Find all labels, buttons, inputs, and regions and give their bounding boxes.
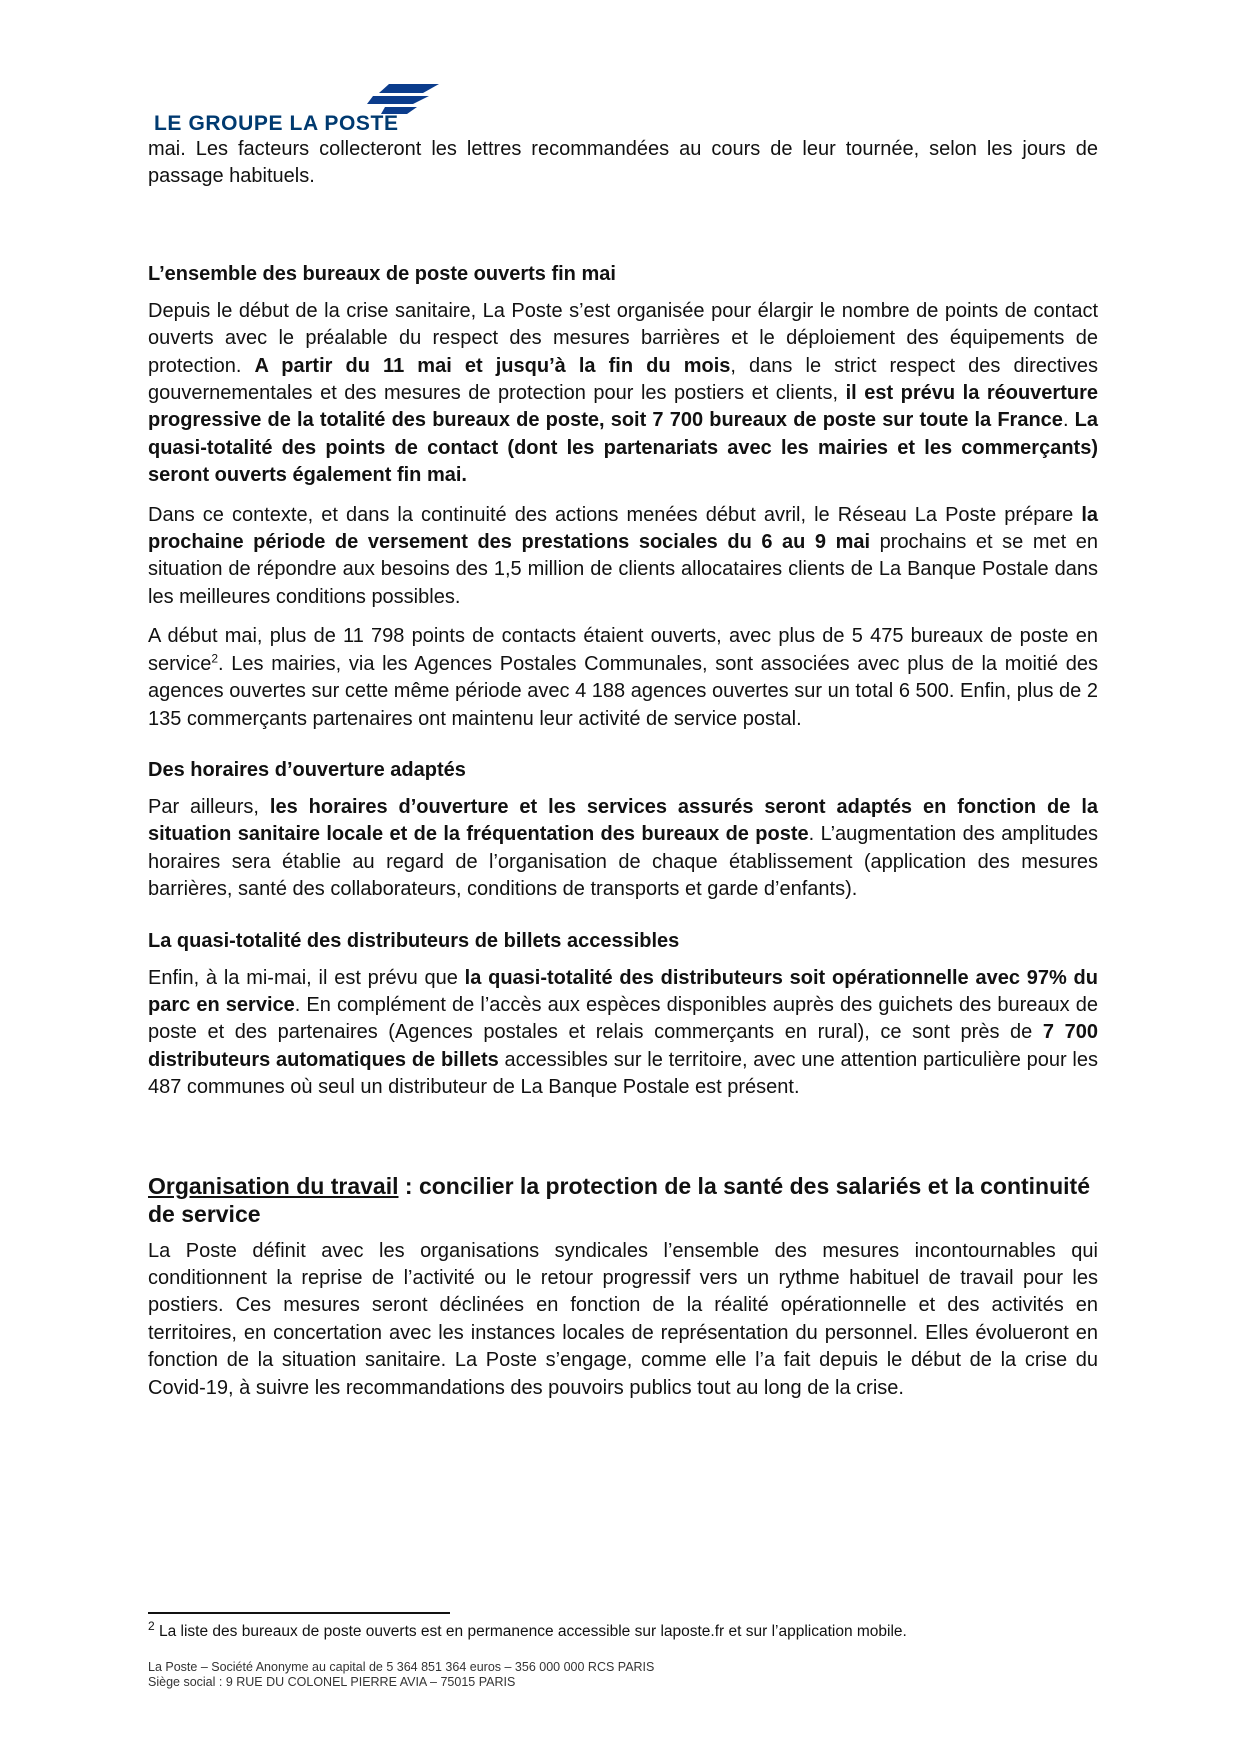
paragraph-bureaux-3: A début mai, plus de 11 798 points de contacts étaient ouverts, avec plus de 5 475 bureaux de poste en service$^2$. Les mairies, via les Agences Postales Communales, sont associées avec plus de la moitié des agences ouvertes sur cette même période avec 4 188 agences ouvertes sur un total 6 500. Enfin, plus de 2 135 commerçants partenaires ont maintenu leur activité de service postal. bbox=[148, 625, 1098, 730]
section-heading-distributeurs: La quasi-totalité des distributeurs de billets accessibles bbox=[148, 929, 680, 952]
la-poste-bird-icon bbox=[359, 82, 441, 116]
page-footer bbox=[148, 1660, 1098, 1690]
paragraph-bureaux-2: Dans ce contexte, et dans la continuité des actions menées début avril, le Réseau La Poste prépare la prochaine période de versement des prestations sociales du 6 au 9 mai prochains et se met en situation de répondre aux besoins des 1,5 million de clients allocataires clients de La Banque Postale dans les meilleures conditions possibles. bbox=[148, 503, 1099, 608]
company-logo bbox=[154, 80, 454, 136]
paragraph-distributeurs: Enfin, à la mi-mai, il est prévu que la quasi-totalité des distributeurs soit opérationnelle avec 97% du parc en service. En complément de l’accès aux espèces disponibles auprès des guichets des bureaux de poste et des partenaires (Agences postales et relais commerçants en rural), ce sont près de 7 700 distributeurs automatiques de billets accessibles sur le territoire, avec une attention particulière pour les 487 communes où seul un distributeur de La Banque Postale est présent. bbox=[148, 966, 1098, 1099]
footer-line-2: Siège social : 9 RUE DU COLONEL PIERRE AVIA – 75015 PARIS bbox=[148, 1675, 516, 1689]
paragraph-bureaux-1: Depuis le début de la crise sanitaire, La Poste s’est organisée pour élargir le nombre de points de contact ouverts avec le préalable du respect des mesures barrières et le déploiement des équipements de protection. A partir du 11 mai et jusqu’à la fin du mois, dans le strict respect des directives gouvernementales et des mesures de protection pour les postiers et clients, il est prévu la réouverture progressive de la totalité des bureaux de poste, soit 7 700 bureaux de poste sur toute la France. La quasi-totalité des points de contact (dont les partenariats avec les mairies et les commerçants) seront ouverts également fin mai. bbox=[148, 299, 1099, 487]
document-body bbox=[148, 136, 1098, 1414]
footer-line-1: La Poste – Société Anonyme au capital de 5 364 851 364 euros – 356 000 000 RCS PARIS bbox=[148, 1660, 655, 1674]
footnote-divider bbox=[148, 1612, 450, 1614]
section-heading-bureaux: L’ensemble des bureaux de poste ouverts fin mai bbox=[148, 262, 616, 285]
intro-paragraph: mai. Les facteurs collecteront les lettres recommandées au cours de leur tournée, selon les jours de passage habituels. bbox=[148, 138, 1098, 188]
footnote: $^2$ La liste des bureaux de poste ouverts est en permanence accessible sur laposte.fr et sur l’application mobile. bbox=[148, 1618, 907, 1640]
footnote-reference: 2 bbox=[211, 651, 219, 666]
section-heading-organisation: Organisation du travail : concilier la protection de la santé des salariés et la continuité de service bbox=[148, 1172, 1090, 1227]
paragraph-organisation: La Poste définit avec les organisations syndicales l’ensemble des mesures incontournables qui conditionnent la reprise de l’activité ou le retour progressif vers un rythme habituel de travail pour les postiers. Ces mesures seront déclinées en fonction de la réalité opérationnelle et des activités en territoires, en concertation avec les instances locales de représentation du personnel. Elles évolueront en fonction de la situation sanitaire. La Poste s’engage, comme elle l’a fait depuis le début de la crise du Covid-19, à suivre les recommandations des pouvoirs publics tout au long de la crise. bbox=[148, 1239, 1098, 1399]
logo-text: LE GROUPE LA POSTE bbox=[154, 112, 399, 135]
paragraph-horaires: Par ailleurs, les horaires d’ouverture et les services assurés seront adaptés en fonction de la situation sanitaire locale et de la fréquentation des bureaux de poste. L’augmentation des amplitudes horaires sera établie au regard de l’organisation de chaque établissement (application des mesures barrières, santé des collaborateurs, conditions de transports et garde d’enfants). bbox=[148, 795, 1098, 901]
section-heading-horaires: Des horaires d’ouverture adaptés bbox=[148, 758, 466, 781]
